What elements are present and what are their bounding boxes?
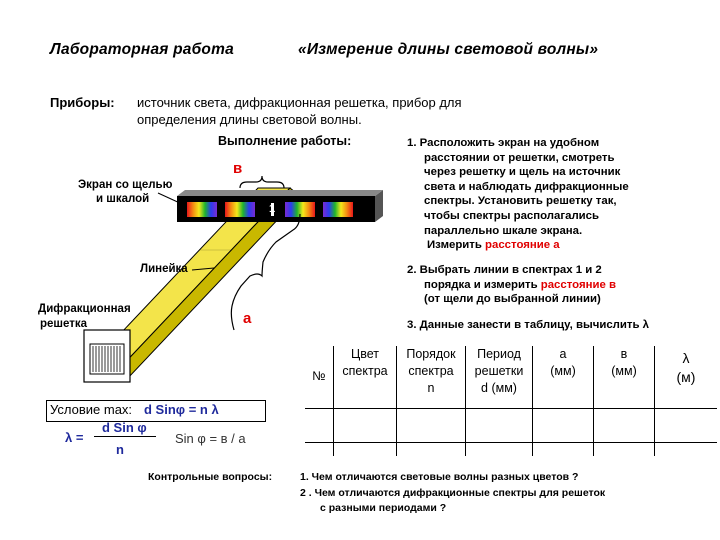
spectrum-right-2nd (323, 202, 353, 217)
table-cell (334, 442, 397, 456)
table-row (305, 442, 717, 456)
work-title: «Измерение длины световой волны» (298, 41, 599, 58)
question-2: 2 . Чем отличаются дифракционные спектры для решеток (300, 487, 606, 499)
table-cell (397, 442, 466, 456)
step-2-line-1: 2. Выбрать линии в спектрах 1 и 2 (407, 264, 602, 276)
grating-label-line-1: Дифракционная (38, 303, 131, 315)
table-cell (533, 442, 594, 456)
step-1-line-4: света и наблюдать дифракционные (424, 180, 629, 193)
max-condition-label: Условие max: (50, 402, 133, 417)
diffraction-grating (84, 330, 130, 382)
col-period-line-1: Период (477, 347, 521, 361)
table-cell (594, 442, 655, 456)
formula-numerator: d Sin φ (102, 420, 147, 435)
screen-with-slit (177, 190, 383, 222)
table-cell (334, 408, 397, 442)
col-a-line-1: а (559, 347, 567, 361)
step-2-line-3: (от щели до выбранной линии) (424, 293, 601, 306)
step-3: 3. Данные занести в таблицу, вычислить λ (407, 319, 649, 331)
grating-label-line-2: решетка (40, 318, 88, 330)
col-a (533, 346, 594, 408)
ruler-label: Линейка (140, 263, 188, 275)
table-header-row (305, 346, 717, 408)
step-1-line-1: 1. Расположить экран на удобном (407, 137, 600, 149)
col-color-line-1: Цвет (350, 347, 379, 361)
step-1-measure-text: Измерить (427, 239, 486, 252)
formula-denominator: n (116, 442, 124, 457)
instruments-line-1: источник света, дифракционная решетка, прибор для (137, 95, 462, 110)
table-cell (466, 408, 533, 442)
table-cell (655, 408, 718, 442)
spectrum-left-2nd (187, 202, 217, 217)
col-b-line-1: в (620, 347, 628, 361)
lab-title: Лабораторная работа (50, 41, 234, 58)
step-1-line-6: чтобы спектры располагались (424, 209, 600, 222)
formula-lambda: λ = (65, 430, 84, 445)
screen-label-line-1: Экран со щелью (78, 179, 173, 191)
col-color-line-2: спектра (342, 364, 388, 378)
col-order-line-2: спектра (408, 364, 454, 378)
col-b-line-2: (мм) (611, 364, 637, 378)
question-1: 1. Чем отличаются световые волны разных цветов ? (300, 471, 579, 483)
step-2-measure-text: порядка и измерить (424, 278, 541, 291)
col-order-line-1: Порядок (406, 347, 456, 361)
table-cell (397, 408, 466, 442)
col-a-line-2: (мм) (550, 364, 576, 378)
table-cell (655, 442, 718, 456)
table-cell (305, 408, 334, 442)
brace-b (240, 176, 284, 188)
col-num-label: № (312, 369, 326, 384)
step-1-line-7: параллельно шкале экрана. (424, 224, 583, 237)
step-2 (407, 263, 616, 307)
results-table (305, 346, 717, 456)
col-lambda (655, 346, 718, 408)
question-2-continued: с разными периодами ? (320, 502, 447, 514)
table-cell (305, 442, 334, 456)
col-period (466, 346, 533, 408)
distance-b-label: в (233, 160, 243, 177)
scale-center-mark: 1 (269, 203, 276, 215)
execution-title: Выполнение работы: (218, 134, 352, 148)
fraction-bar (94, 436, 156, 437)
step-1-line-8 (407, 238, 629, 253)
table-cell (466, 442, 533, 456)
distance-a-label: а (243, 310, 252, 327)
col-order-line-3: n (427, 381, 435, 395)
table-cell (594, 408, 655, 442)
spectrum-left-1st (225, 202, 255, 217)
step-1-distance-a: расстояние а (485, 239, 560, 252)
col-num (305, 346, 334, 408)
col-b (594, 346, 655, 408)
instruments-line-2: определения длины световой волны. (137, 112, 362, 127)
table-cell (533, 408, 594, 442)
questions-label: Контрольные вопросы: (148, 471, 273, 483)
max-condition-formula: d Sinφ = n λ (144, 402, 219, 417)
step-1 (407, 136, 629, 253)
col-period-line-3: d (мм) (481, 381, 517, 395)
col-order (397, 346, 466, 408)
step-2-distance-b: расстояние в (540, 278, 616, 291)
step-2-line-2 (407, 278, 616, 293)
col-period-line-2: решетки (474, 364, 524, 378)
col-lambda-line-1: λ (682, 350, 690, 366)
sin-formula: Sin φ = в / а (175, 431, 246, 446)
step-1-line-2: расстоянии от решетки, смотреть (424, 151, 615, 164)
step-1-line-5: спектры. Установить решетку так, (424, 195, 617, 208)
screen-label-line-2: и шкалой (96, 193, 150, 205)
step-1-line-3: через решетку и щель на источник (424, 166, 621, 179)
col-color (334, 346, 397, 408)
table-row (305, 408, 717, 442)
instruments-label: Приборы: (50, 95, 115, 110)
col-lambda-line-2: (м) (676, 369, 696, 385)
